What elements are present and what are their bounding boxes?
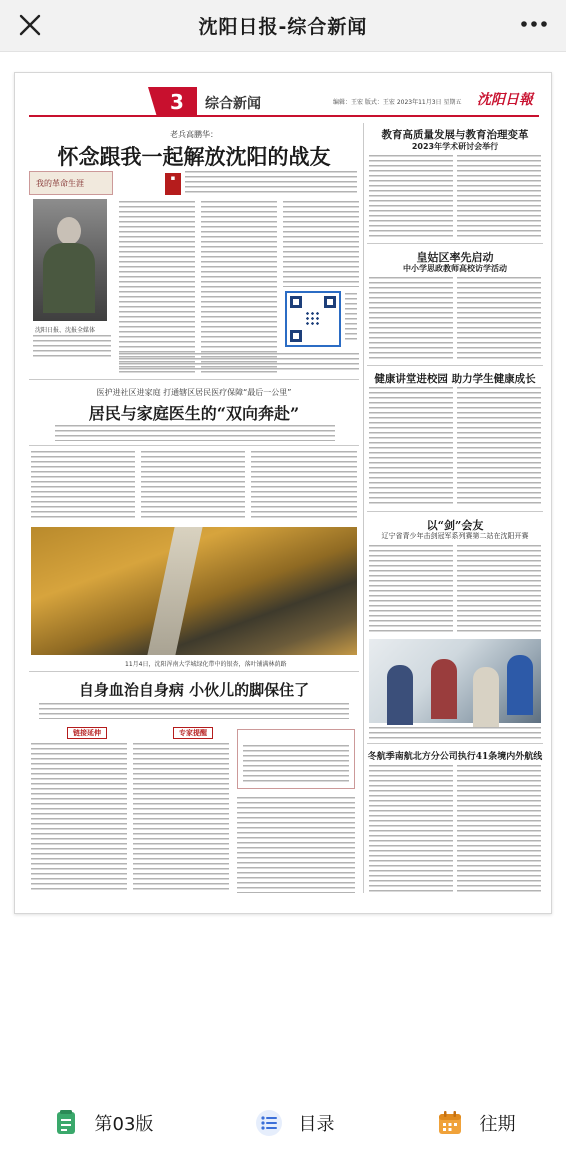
divider	[367, 365, 543, 366]
story3-tag-2: 专家提醒	[173, 727, 213, 739]
divider	[367, 243, 543, 244]
nav-edition-label: 第03版	[94, 1113, 154, 1135]
list-icon	[254, 1108, 284, 1138]
divider	[367, 511, 543, 512]
right4-headline[interactable]: 以“剑”会友	[426, 519, 484, 532]
lead-kicker: 老兵高鹏华：	[170, 130, 218, 139]
qr-corner	[324, 296, 336, 308]
newspaper-brand: 沈阳日報	[477, 92, 533, 108]
divider	[367, 743, 543, 744]
right1-sub: 2023年学术研讨会举行	[411, 142, 499, 151]
divider	[29, 445, 359, 446]
top-bar	[0, 0, 566, 52]
veteran-portrait[interactable]	[33, 199, 107, 321]
header-meta: 编辑：王宏 版式：王宏 2023年11月3日 星期五	[333, 99, 462, 106]
portrait-credit-text	[33, 335, 111, 359]
photo-figure	[431, 659, 457, 719]
qr-corner	[290, 330, 302, 342]
students-photo[interactable]	[369, 639, 541, 723]
portrait-body	[43, 243, 95, 313]
author-tag: ▪	[165, 173, 181, 195]
newspaper-page[interactable]	[14, 72, 552, 914]
lead-column-1	[119, 201, 195, 373]
more-icon[interactable]	[518, 12, 550, 36]
portrait-face	[57, 217, 81, 245]
column-label-box	[29, 171, 113, 195]
page-edition-icon	[51, 1108, 81, 1138]
autumn-photo[interactable]	[31, 527, 357, 655]
page-title: 沈阳日报-综合新闻	[198, 16, 368, 38]
qr-code[interactable]	[285, 291, 341, 347]
right2-column-1	[369, 277, 453, 361]
nav-archive[interactable]	[435, 1103, 515, 1143]
story3-sidebar-text	[243, 745, 349, 785]
lead-intro-text	[185, 171, 357, 195]
nav-contents[interactable]	[254, 1103, 334, 1143]
story3-column-3	[237, 797, 355, 893]
photo-figure	[507, 655, 533, 715]
story3-summary	[39, 703, 349, 719]
nav-contents-label: 目录	[298, 1113, 335, 1135]
right2-headline[interactable]: 皇姑区率先启动	[416, 251, 494, 264]
qr-label	[345, 293, 357, 343]
nav-edition[interactable]	[51, 1103, 154, 1143]
right3-headline[interactable]: 健康讲堂进校园 助力学生健康成长	[374, 373, 536, 385]
right3-column-1	[369, 387, 453, 507]
story2-summary	[55, 425, 335, 441]
page-number: 3	[157, 87, 197, 117]
right1-headline[interactable]: 教育高质量发展与教育治理变革	[381, 129, 529, 141]
right4-sub: 辽宁省青少年击剑冠军系列赛第二站在沈阳开赛	[381, 532, 529, 540]
story2-column-1	[31, 451, 135, 521]
autumn-photo-caption: 11月4日，沈阳浑南大学城绿化带中的银杏，落叶铺满林荫路	[125, 661, 287, 668]
students-photo-caption	[369, 727, 541, 739]
photo-figure	[387, 665, 413, 725]
photo-figure	[473, 667, 499, 727]
right4-column-2	[457, 545, 541, 635]
divider	[29, 379, 359, 380]
qr-pattern	[305, 311, 321, 327]
story2-column-3	[251, 451, 357, 521]
page-section-name: 综合新闻	[205, 96, 261, 112]
bottom-nav	[0, 1092, 566, 1153]
column-divider	[363, 123, 364, 893]
right4-column-1	[369, 545, 453, 635]
story3-column-1	[31, 743, 127, 893]
story2-column-2	[141, 451, 245, 521]
right2-column-2	[457, 277, 541, 361]
right2-sub: 中小学思政教师高校访学活动	[403, 264, 507, 273]
lead-column-end	[119, 353, 359, 373]
close-icon[interactable]	[16, 11, 44, 39]
portrait-caption: 沈阳日报、沈报全媒体	[35, 327, 96, 334]
qr-corner	[290, 296, 302, 308]
story2-kicker: 医护进社区进家庭 打通辖区居民医疗保障“最后一公里”	[96, 388, 292, 397]
calendar-icon	[435, 1108, 465, 1138]
right1-column-1	[369, 155, 453, 239]
story2-headline[interactable]: 居民与家庭医生的“双向奔赴”	[88, 404, 300, 423]
lead-column-3	[283, 201, 359, 287]
right3-column-2	[457, 387, 541, 507]
divider	[29, 671, 359, 672]
story3-headline[interactable]: 自身血治自身病 小伙儿的脚保住了	[78, 681, 310, 699]
lead-column-2	[201, 201, 277, 373]
right5-column-2	[457, 765, 541, 893]
page-header	[29, 87, 539, 117]
right1-column-2	[457, 155, 541, 239]
right5-headline[interactable]: 冬航季南航北方分公司执行41条境内外航线	[367, 752, 543, 762]
story3-tag-1: 链接延伸	[67, 727, 107, 739]
nav-archive-label: 往期	[479, 1113, 516, 1135]
column-label: 我的革命生涯	[36, 179, 84, 188]
photo-road	[148, 527, 203, 655]
story3-column-2	[133, 743, 229, 893]
lead-headline[interactable]: 怀念跟我一起解放沈阳的战友	[57, 144, 331, 169]
right5-column-1	[369, 765, 453, 893]
